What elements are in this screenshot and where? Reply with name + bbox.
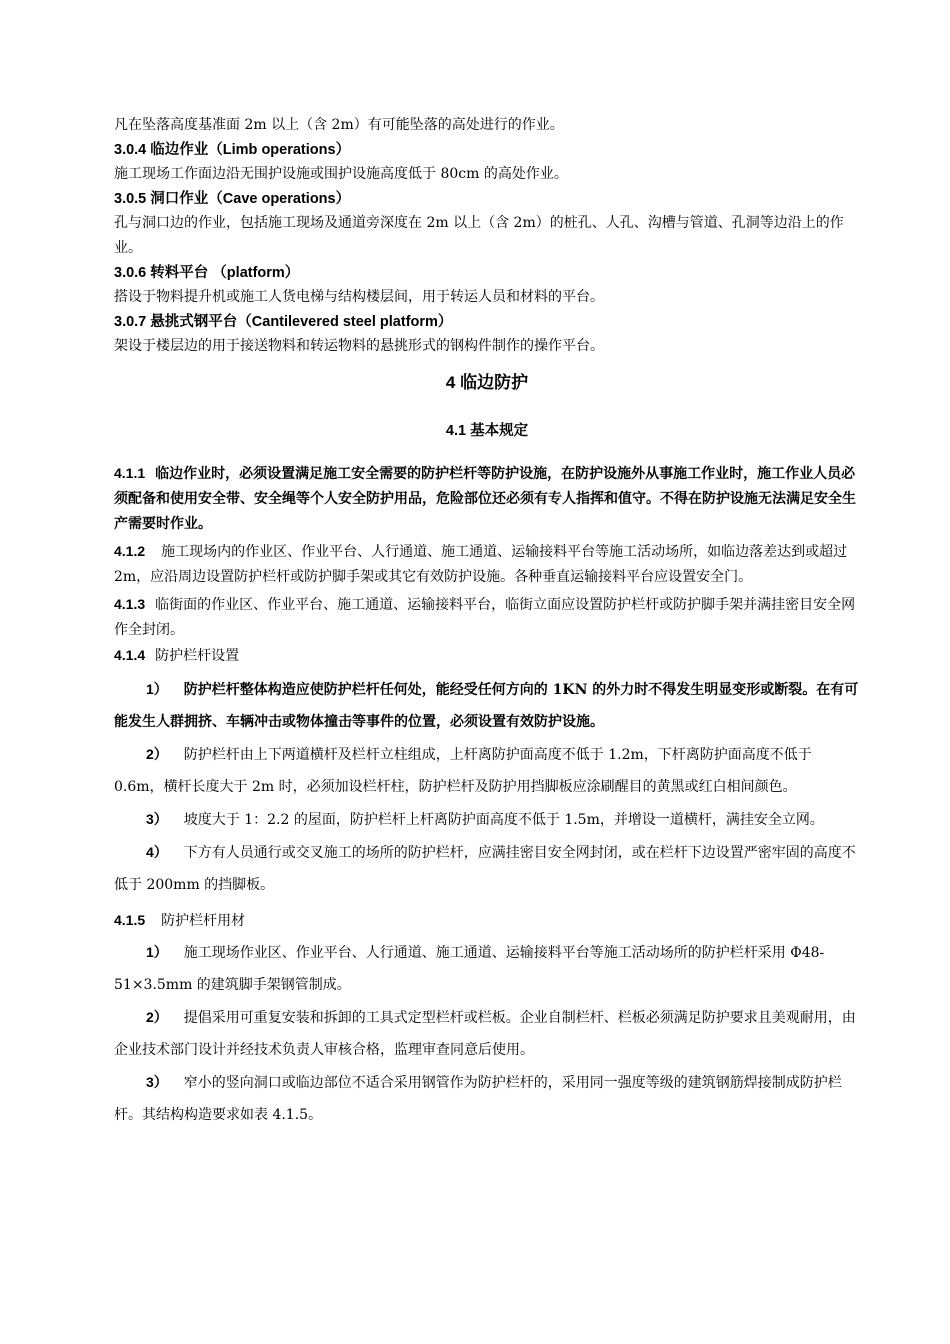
- item-text: 下方有人员通行或交叉施工的场所的防护栏杆，应满挂密目安全网封闭，或在栏杆下边设置严密牢固的高度不低于 200mm 的挡脚板。: [114, 845, 856, 893]
- clause-number: 4.1.2: [114, 543, 146, 559]
- item-text: 防护栏杆由上下两道横杆及栏杆立柱组成，上杆离防护面高度不低于 1.2m，下杆离防护面高度不低于 0.6m，横杆长度大于 2m 时，必须加设栏杆柱，防护栏杆及防护用挡脚板应涂刷醒目的黄黑或红白相间颜色。: [114, 747, 812, 795]
- item-text: 坡度大于 1：2.2 的屋面，防护栏杆上杆离防护面高度不低于 1.5m，并增设一道横杆，满挂安全立网。: [183, 812, 824, 828]
- heading-3-0-4: 3.0.4 临边作业（Limb operations）: [114, 142, 351, 158]
- item-number: 2）: [146, 1009, 168, 1025]
- list-item: [114, 1001, 860, 1066]
- document-body: [114, 113, 860, 1131]
- item-text: 防护栏杆整体构造应使防护栏杆任何处，能经受任何方向的 1KN 的外力时不得发生明显变形或断裂。在有可能发生人群拥挤、车辆冲击或物体撞击等事件的位置，必须设置有效防护设施。: [114, 682, 859, 730]
- paragraph-3-0-6: 搭设于物料提升机或施工人货电梯与结构楼层间，用于转运人员和材料的平台。: [114, 289, 604, 305]
- item-text: 窄小的竖向洞口或临边部位不适合采用钢管作为防护栏杆的，采用同一强度等级的建筑钢筋焊接制成防护栏杆。其结构构造要求如表 4.1.5。: [114, 1075, 842, 1123]
- paragraph-3-0-7: 架设于楼层边的用于接送物料和转运物料的悬挑形式的钢构件制作的操作平台。: [114, 338, 604, 354]
- clause-text: 施工现场内的作业区、作业平台、人行通道、施工通道、运输接料平台等施工活动场所，如临边落差达到或超过 2m，应沿周边设置防护栏杆或防护脚手架或其它有效防护设施。各种垂直运输接料平台应设置安全门。: [114, 544, 848, 585]
- clause-4-1-5: [114, 905, 860, 936]
- clause-4-1-4: [114, 643, 860, 669]
- clause-4-1-2: [114, 539, 860, 590]
- clause-title: 防护栏杆用材: [161, 913, 246, 929]
- item-number: 2）: [146, 746, 168, 762]
- list-item: [114, 936, 860, 1001]
- clause-4-1-3: [114, 592, 860, 643]
- clause-4-1-1: [114, 461, 860, 537]
- item-text: 提倡采用可重复安装和拆卸的工具式定型栏杆或栏板。企业自制栏杆、栏板必须满足防护要求且美观耐用，由企业技术部门设计并经技术负责人审核合格，监理审查同意后使用。: [114, 1010, 856, 1058]
- clause-number: 4.1.5: [114, 912, 146, 928]
- list-item: [114, 673, 860, 738]
- clause-number: 4.1.3: [114, 596, 146, 612]
- list-item: [114, 803, 860, 836]
- item-number: 3）: [146, 811, 168, 827]
- chapter-title: 4 临边防护: [445, 373, 529, 392]
- list-item: [114, 738, 860, 803]
- list-item: [114, 1066, 860, 1131]
- item-number: 1）: [146, 681, 168, 697]
- item-number: 4）: [146, 844, 168, 860]
- heading-3-0-5: 3.0.5 洞口作业（Cave operations）: [114, 191, 351, 207]
- paragraph-3-0-5: 孔与洞口边的作业，包括施工现场及通道旁深度在 2m 以上（含 2m）的桩孔、人孔、沟槽与管道、孔洞等边沿上的作业。: [114, 215, 844, 256]
- item-text: 施工现场作业区、作业平台、人行通道、施工通道、运输接料平台等施工活动场所的防护栏杆采用 Φ48-51×3.5mm 的建筑脚手架钢管制成。: [114, 945, 825, 993]
- clause-text: 临街面的作业区、作业平台、施工通道、运输接料平台，临街立面应设置防护栏杆或防护脚手架并满挂密目安全网作全封闭。: [114, 597, 856, 638]
- clause-text: 临边作业时，必须设置满足施工安全需要的防护栏杆等防护设施，在防护设施外从事施工作业时，施工作业人员必须配备和使用安全带、安全绳等个人安全防护用品，危险部位还必须有专人指挥和值守。不得在防护设施无法满足安全生产需要时作业。: [114, 466, 856, 532]
- heading-3-0-6: 3.0.6 转料平台 （platform）: [114, 265, 300, 281]
- list-item: [114, 836, 860, 901]
- paragraph-3-0-4: 施工现场工作面边沿无围护设施或围护设施高度低于 80cm 的高处作业。: [114, 166, 568, 182]
- clause-number: 4.1.1: [114, 465, 146, 481]
- section-title: 4.1 基本规定: [445, 423, 529, 439]
- clause-number: 4.1.4: [114, 647, 146, 663]
- paragraph-intro: 凡在坠落高度基准面 2m 以上（含 2m）有可能坠落的高处进行的作业。: [114, 117, 564, 133]
- clause-title: 防护栏杆设置: [155, 648, 240, 664]
- item-number: 1）: [146, 944, 168, 960]
- item-number: 3）: [146, 1074, 168, 1090]
- heading-3-0-7: 3.0.7 悬挑式钢平台（Cantilevered steel platform）: [114, 314, 453, 330]
